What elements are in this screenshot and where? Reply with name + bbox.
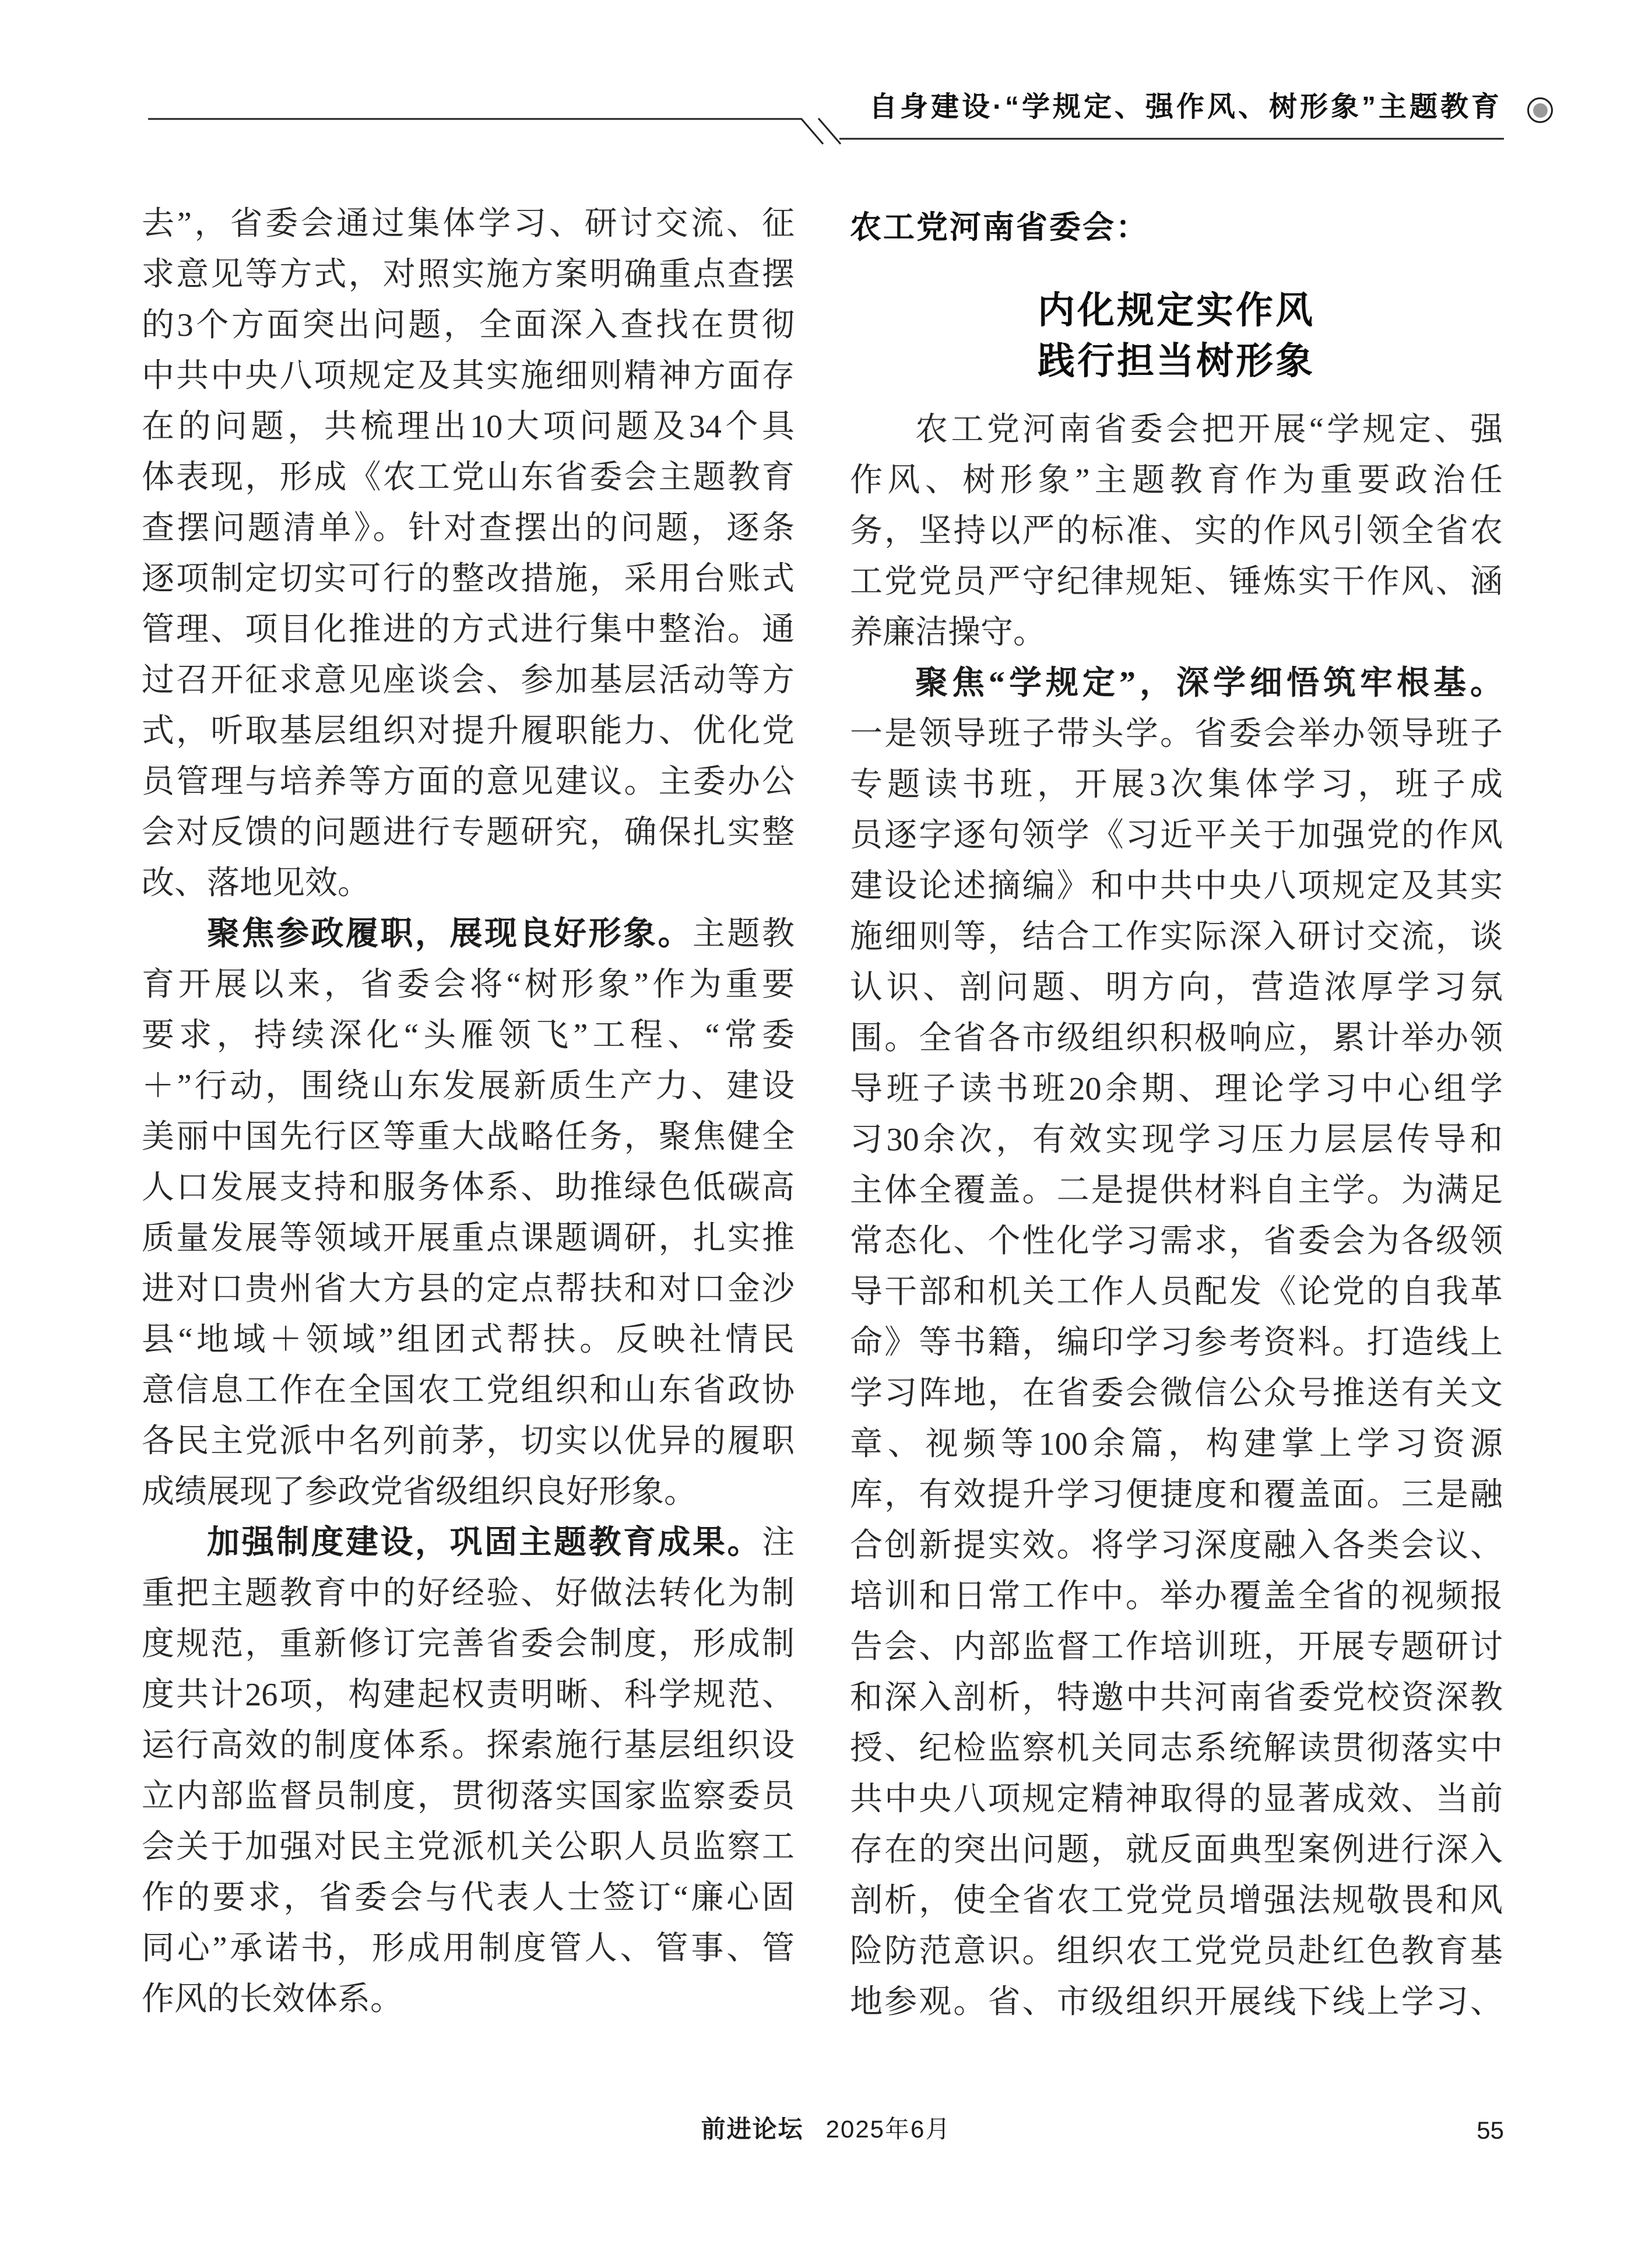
text-line bbox=[142, 655, 795, 706]
body-text-run: 专题读书班，开展3次集体学习，班子成 bbox=[850, 767, 1503, 803]
body-text-run: 存在的突出问题，就反面典型案例进行深入 bbox=[850, 1832, 1503, 1868]
text-line bbox=[850, 1571, 1503, 1622]
text-line bbox=[142, 1416, 795, 1467]
body-text-run: 美丽中国先行区等重大战略任务，聚焦健全 bbox=[142, 1119, 795, 1155]
body-text-run: 员逐字逐句领学《习近平关于加强党的作风 bbox=[850, 817, 1503, 854]
body-text-run: 的3个方面突出问题，全面深入查找在贯彻 bbox=[142, 307, 795, 343]
text-line bbox=[142, 1822, 795, 1873]
text-line bbox=[142, 1974, 795, 2025]
text-line bbox=[142, 503, 795, 554]
body-text-run: 式，听取基层组织对提升履职能力、优化党 bbox=[142, 713, 795, 749]
text-line bbox=[850, 912, 1503, 963]
text-line bbox=[142, 858, 795, 909]
body-text-run: 会对反馈的问题进行专题研究，确保扎实整 bbox=[142, 815, 795, 851]
footer bbox=[0, 2115, 1652, 2143]
body-text-run: 章、视频等100余篇，构建掌上学习资源 bbox=[850, 1426, 1503, 1462]
text-line bbox=[850, 1774, 1503, 1825]
text-line bbox=[142, 1163, 795, 1213]
text-line bbox=[142, 706, 795, 757]
body-text-run: 学习阵地，在省委会微信公众号推送有关文 bbox=[850, 1375, 1503, 1412]
text-line bbox=[142, 351, 795, 402]
body-text-run: 库，有效提升学习便捷度和覆盖面。三是融 bbox=[850, 1477, 1503, 1513]
text-line bbox=[850, 1115, 1503, 1166]
body-text-run: 重把主题教育中的好经验、好做法转化为制 bbox=[142, 1575, 795, 1612]
body-text-run: 度共计26项，构建起权责明晰、科学规范、 bbox=[142, 1677, 795, 1713]
text-line bbox=[850, 1013, 1503, 1064]
text-line bbox=[142, 1366, 795, 1416]
body-text-run: 逐项制定切实可行的整改措施，采用台账式 bbox=[142, 561, 795, 597]
text-line bbox=[142, 1771, 795, 1822]
body-text-run: 员管理与培养等方面的意见建议。主委办公 bbox=[142, 764, 795, 800]
body-text-run: 立内部监督员制度，贯彻落实国家监察委员 bbox=[142, 1778, 795, 1814]
body-text-run: 建设论述摘编》和中共中央八项规定及其实 bbox=[850, 868, 1503, 904]
body-text-run: 导干部和机关工作人员配发《论党的自我革 bbox=[850, 1274, 1503, 1310]
text-line bbox=[850, 405, 1503, 455]
article-title-line-1: 内化规定实作风 bbox=[1038, 289, 1315, 331]
text-line bbox=[142, 554, 795, 605]
text-line bbox=[142, 250, 795, 300]
text-line bbox=[142, 1264, 795, 1315]
body-text-run: 管理、项目化推进的方式进行集中整治。通 bbox=[142, 612, 795, 648]
bold-lead-in: 加强制度建设，巩固主题教育成果。 bbox=[207, 1525, 762, 1561]
body-text-run: 习30余次，有效实现学习压力层层传导和 bbox=[850, 1122, 1503, 1158]
body-text-run: 育开展以来，省委会将“树形象”作为重要 bbox=[142, 967, 795, 1003]
text-line bbox=[142, 1010, 795, 1061]
body-text-run: 作的要求，省委会与代表人士签订“廉心固 bbox=[142, 1880, 795, 1916]
text-line bbox=[850, 760, 1503, 810]
body-text-run: 县“地域＋领域”组团式帮扶。反映社情民 bbox=[142, 1322, 795, 1358]
body-text-run: 和深入剖析，特邀中共河南省委党校资深教 bbox=[850, 1680, 1503, 1716]
text-line bbox=[142, 1112, 795, 1163]
body-text-run: 求意见等方式，对照实施方案明确重点查摆 bbox=[142, 257, 795, 293]
text-line bbox=[850, 709, 1503, 760]
text-line bbox=[850, 1825, 1503, 1876]
body-text-run: 培训和日常工作中。举办覆盖全省的视频报 bbox=[850, 1578, 1503, 1614]
text-line bbox=[850, 1064, 1503, 1115]
body-text-run: 养廉洁操守。 bbox=[850, 615, 1046, 651]
body-text-run: 成绩展现了参政党省级组织良好形象。 bbox=[142, 1474, 697, 1510]
text-line bbox=[850, 1926, 1503, 1977]
body-text-run: 施细则等，结合工作实际深入研讨交流，谈 bbox=[850, 919, 1503, 955]
body-text-run: 险防范意识。组织农工党党员赴红色教育基 bbox=[850, 1933, 1503, 1970]
text-line bbox=[142, 1619, 795, 1670]
text-line bbox=[850, 1166, 1503, 1216]
body-text-run: 在的问题，共梳理出10大项问题及34个具 bbox=[142, 409, 795, 445]
text-line bbox=[142, 808, 795, 858]
text-line bbox=[850, 608, 1503, 658]
body-text-run: 主体全覆盖。二是提供材料自主学。为满足 bbox=[850, 1173, 1503, 1209]
text-line bbox=[850, 963, 1503, 1013]
text-line bbox=[142, 300, 795, 351]
body-text-run: 注 bbox=[762, 1525, 795, 1561]
body-text-run: 授、纪检监察机关同志系统解读贯彻落实中 bbox=[850, 1730, 1503, 1767]
body-text-run: ＋”行动，围绕山东发展新质生产力、建设 bbox=[142, 1068, 795, 1104]
text-line bbox=[850, 506, 1503, 557]
body-text-run: 一是领导班子带头学。省委会举办领导班子 bbox=[850, 716, 1503, 752]
body-text-run: 务，坚持以严的标准、实的作风引领全省农 bbox=[850, 513, 1503, 549]
body-text-run: 运行高效的制度体系。探索施行基层组织设 bbox=[142, 1728, 795, 1764]
body-text-run: 主题教 bbox=[693, 916, 795, 952]
text-line bbox=[142, 1213, 795, 1264]
body-text-run: 人口发展支持和服务体系、助推绿色低碳高 bbox=[142, 1170, 795, 1206]
body-text-run: 中共中央八项规定及其实施细则精神方面存 bbox=[142, 358, 795, 394]
text-line bbox=[850, 1876, 1503, 1926]
text-line bbox=[850, 1368, 1503, 1419]
article-title bbox=[850, 285, 1503, 387]
body-text-run: 合创新提实效。将学习深度融入各类会议、 bbox=[850, 1528, 1503, 1564]
journal-name: 前进论坛 bbox=[701, 2115, 804, 2143]
body-text-run: 过召开征求意见座谈会、参加基层活动等方 bbox=[142, 662, 795, 698]
bold-lead-in: 聚焦参政履职，展现良好形象。 bbox=[207, 916, 693, 952]
text-line bbox=[142, 402, 795, 452]
body-text-run: 命》等书籍，编印学习参考资料。打造线上 bbox=[850, 1325, 1503, 1361]
article-byline: 农工党河南省委会： bbox=[850, 210, 1149, 245]
body-text-run: 进对口贵州省大方县的定点帮扶和对口金沙 bbox=[142, 1271, 795, 1307]
text-line bbox=[142, 1467, 795, 1518]
text-line bbox=[142, 1923, 795, 1974]
text-line bbox=[850, 1216, 1503, 1267]
page-number: 55 bbox=[1477, 2116, 1504, 2144]
body-text-run: 查摆问题清单》。针对查摆出的问题，逐条 bbox=[142, 510, 795, 546]
header-rule bbox=[0, 0, 1652, 187]
text-line bbox=[142, 1315, 795, 1366]
text-line bbox=[850, 1318, 1503, 1368]
right-text-column bbox=[850, 405, 1503, 2028]
text-line bbox=[142, 605, 795, 655]
body-text-run: 导班子读书班20余期、理论学习中心组学 bbox=[850, 1071, 1503, 1107]
body-text-run: 质量发展等领域开展重点课题调研，扎实推 bbox=[142, 1220, 795, 1256]
text-line bbox=[142, 1518, 795, 1568]
text-line bbox=[142, 1670, 795, 1721]
body-text-run: 地参观。省、市级组织开展线下线上学习、 bbox=[850, 1984, 1503, 2020]
body-text-run: 工党党员严守纪律规矩、锤炼实干作风、涵 bbox=[850, 564, 1503, 600]
body-text-run: 共中央八项规定精神取得的显著成效、当前 bbox=[850, 1781, 1503, 1817]
article-title-line-2: 践行担当树形象 bbox=[1038, 340, 1315, 382]
text-line bbox=[850, 1470, 1503, 1521]
body-text-run: 度规范，重新修订完善省委会制度，形成制 bbox=[142, 1626, 795, 1662]
text-line bbox=[850, 1673, 1503, 1724]
text-line bbox=[850, 455, 1503, 506]
body-text-run: 各民主党派中名列前茅，切实以优异的履职 bbox=[142, 1423, 795, 1459]
text-line bbox=[850, 810, 1503, 861]
body-text-run: 意信息工作在全国农工党组织和山东省政协 bbox=[142, 1373, 795, 1409]
body-text-run: 作风、树形象”主题教育作为重要政治任 bbox=[850, 462, 1503, 499]
body-text-run: 改、落地见效。 bbox=[142, 865, 370, 901]
text-line bbox=[850, 1267, 1503, 1318]
body-text-run: 认识、剖问题、明方向，营造浓厚学习氛 bbox=[850, 970, 1503, 1006]
text-line bbox=[142, 452, 795, 503]
body-text-run: 告会、内部监督工作培训班，开展专题研讨 bbox=[850, 1629, 1503, 1665]
text-line bbox=[142, 1873, 795, 1923]
body-text-run: 作风的长效体系。 bbox=[142, 1981, 403, 2017]
section-name: 自身建设 bbox=[869, 92, 993, 122]
body-text-run: 常态化、个性化学习需求，省委会为各级领 bbox=[850, 1223, 1503, 1259]
text-line bbox=[142, 1061, 795, 1112]
body-text-run: 同心”承诺书，形成用制度管人、管事、管 bbox=[142, 1930, 795, 1967]
body-text-run: 去”，省委会通过集体学习、研讨交流、征 bbox=[142, 206, 795, 242]
issue-date: 2025年6月 bbox=[825, 2115, 951, 2143]
text-line bbox=[142, 1721, 795, 1771]
text-line bbox=[850, 658, 1503, 709]
body-text-run: 围。全省各市级组织积极响应，累计举办领 bbox=[850, 1020, 1503, 1056]
text-line bbox=[142, 757, 795, 808]
text-line bbox=[142, 960, 795, 1010]
bold-lead-in: 聚焦“学规定”，深学细悟筑牢根基。 bbox=[915, 665, 1503, 701]
text-line bbox=[850, 861, 1503, 912]
left-text-column bbox=[142, 199, 795, 2025]
text-line bbox=[850, 1622, 1503, 1673]
text-line bbox=[850, 1724, 1503, 1774]
text-line bbox=[142, 199, 795, 250]
body-text-run: 会关于加强对民主党派机关公职人员监察工 bbox=[142, 1829, 795, 1865]
body-text-run: 要求，持续深化“头雁领飞”工程、“常委 bbox=[142, 1017, 795, 1054]
text-line bbox=[850, 1977, 1503, 2028]
section-topic: ·“学规定、强作风、树形象”主题教育 bbox=[993, 92, 1502, 122]
text-line bbox=[850, 557, 1503, 608]
text-line bbox=[142, 909, 795, 960]
body-text-run: 剖析，使全省农工党党员增强法规敬畏和风 bbox=[850, 1883, 1503, 1919]
text-line bbox=[850, 1419, 1503, 1470]
text-line bbox=[850, 1521, 1503, 1571]
text-line bbox=[142, 1568, 795, 1619]
body-text-run: 体表现，形成《农工党山东省委会主题教育 bbox=[142, 459, 795, 496]
body-text-run: 农工党河南省委会把开展“学规定、强 bbox=[915, 412, 1503, 448]
